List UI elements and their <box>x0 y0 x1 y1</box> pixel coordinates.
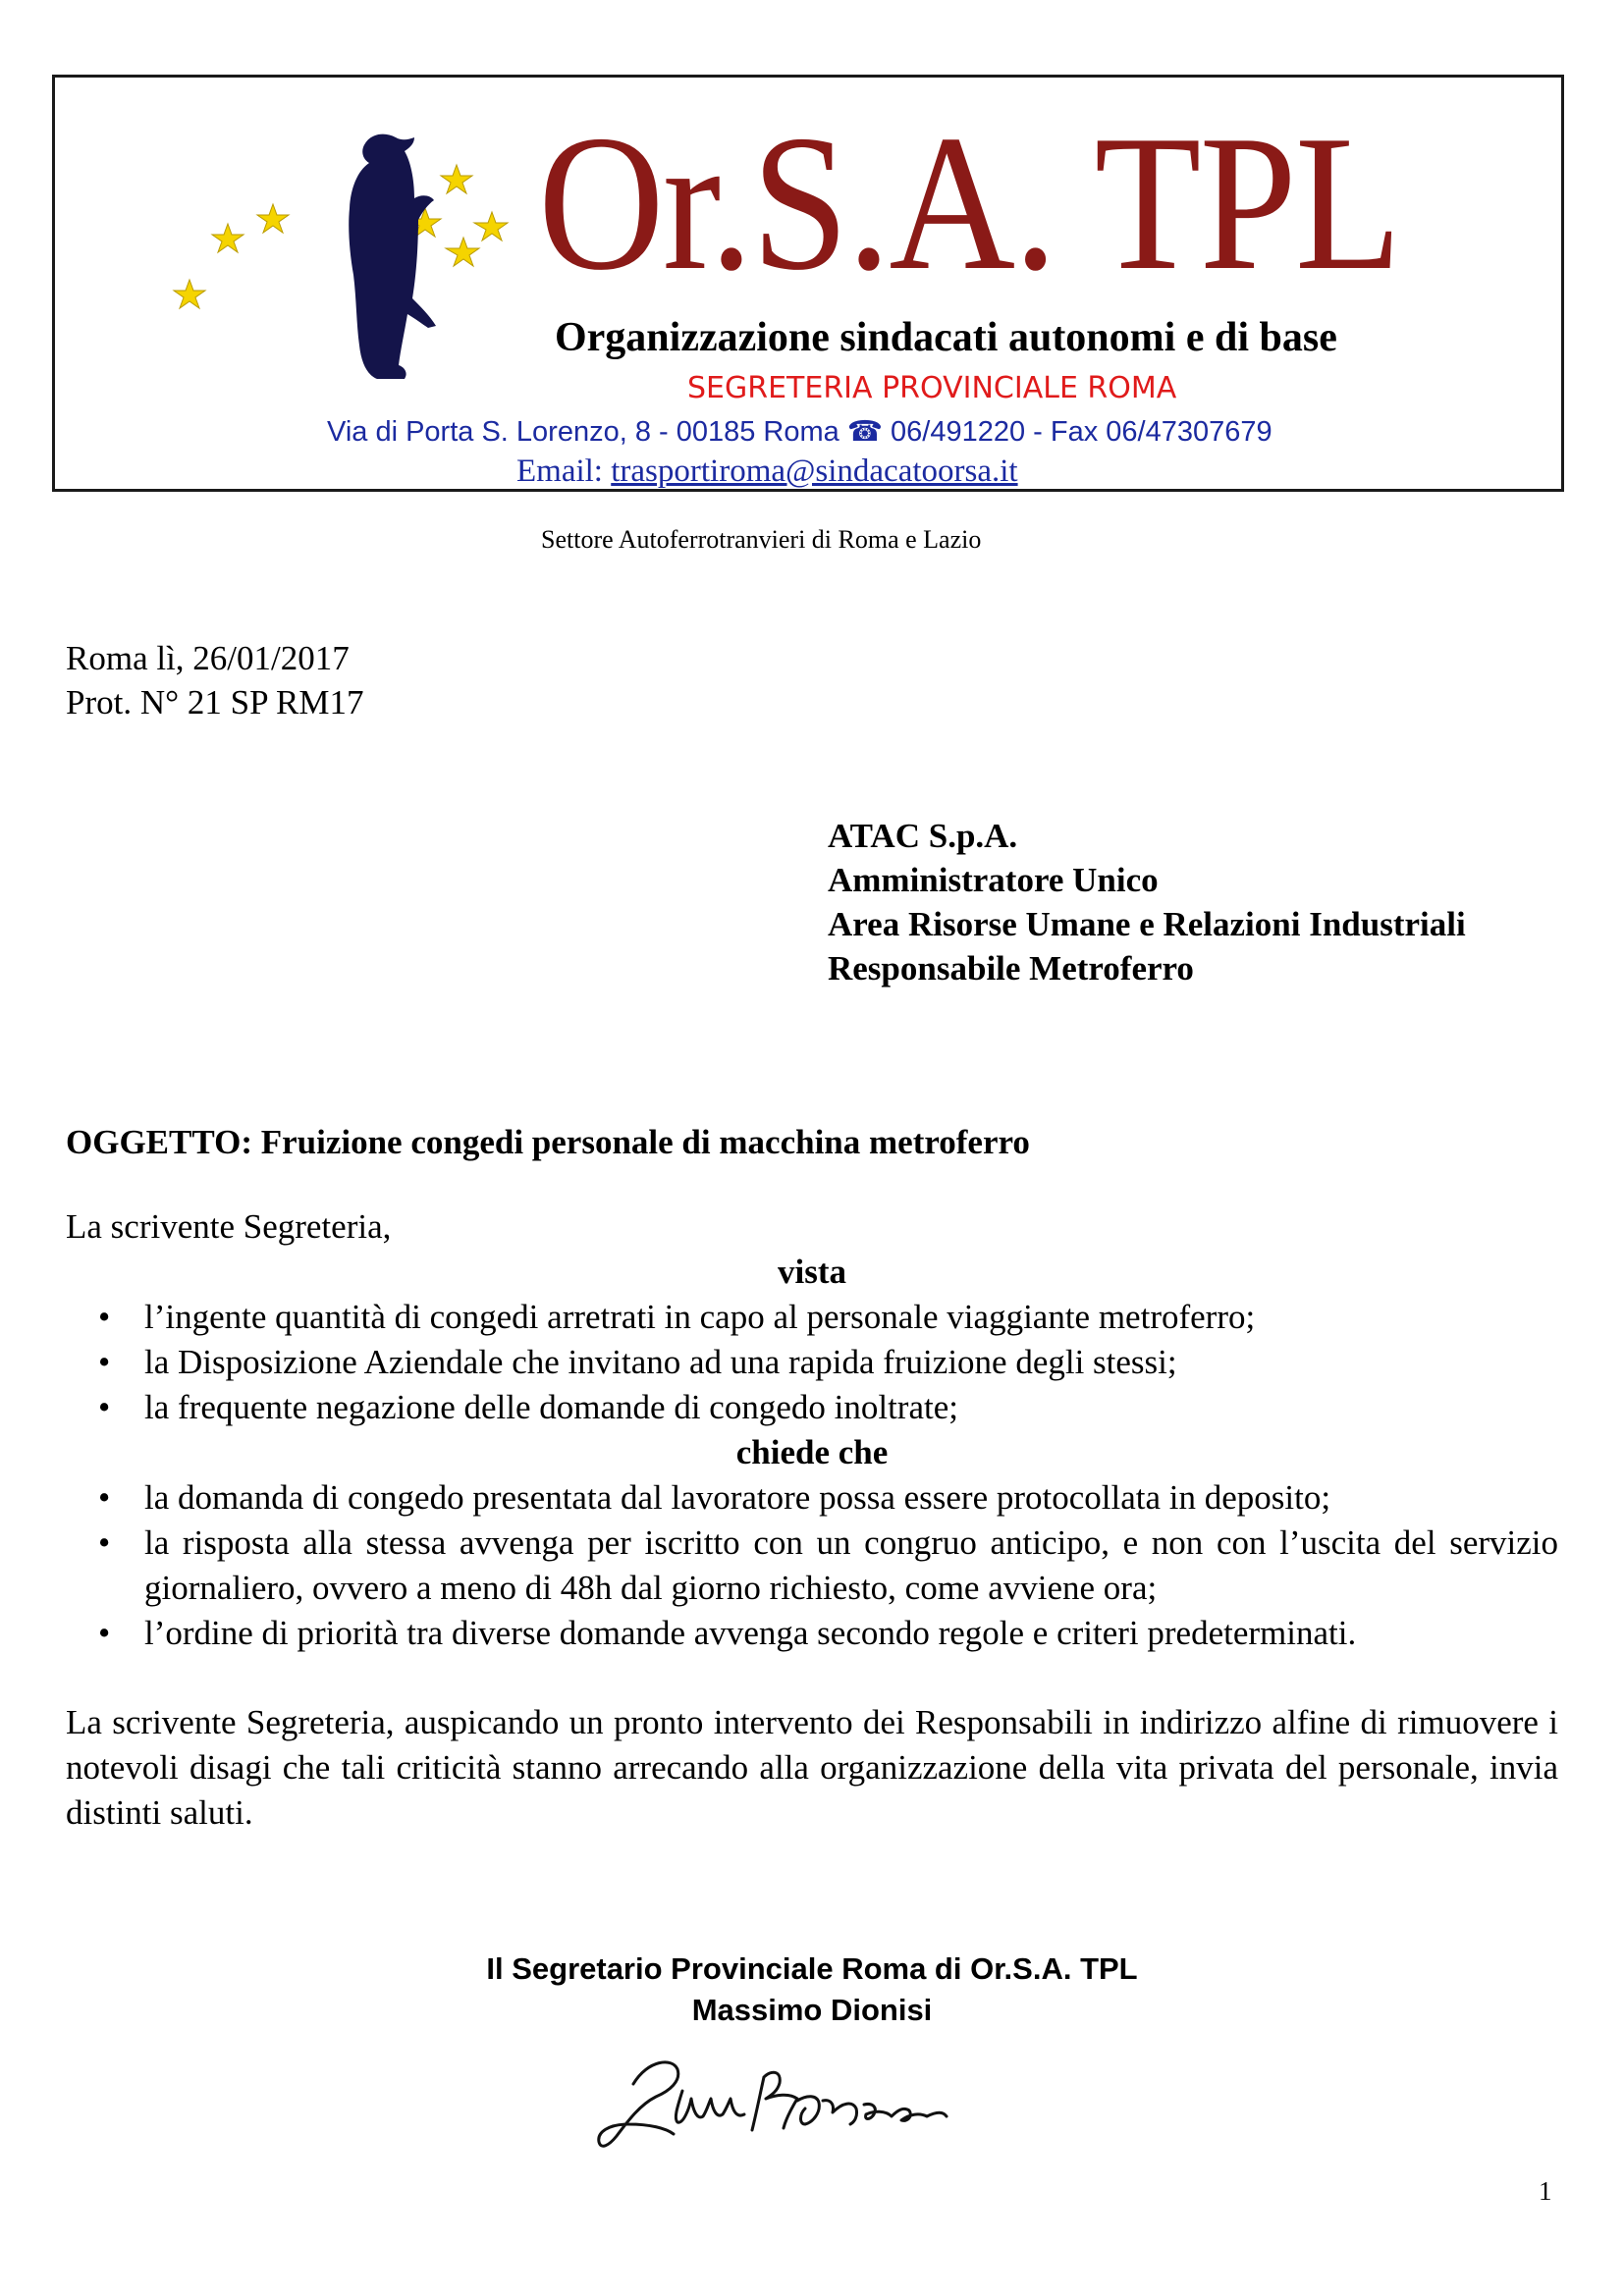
list-item: • l’ingente quantità di congedi arretrati in capo al personale viaggiante metroferro; <box>66 1295 1558 1340</box>
handwritten-signature <box>579 2030 1031 2167</box>
closing-paragraph: La scrivente Segreteria, auspicando un pronto intervento dei Responsabili in indirizzo alfine di rimuovere i notevoli disagi che tali criticità stanno arrecando alla organizzazione della vita privata del personale, invia distinti saluti. <box>66 1703 1558 1832</box>
recipient-block <box>828 814 1466 990</box>
vista-list <box>66 1295 1558 1430</box>
subject-line <box>66 1123 1030 1162</box>
star-icon <box>441 165 472 193</box>
bear-icon <box>349 134 436 379</box>
email-link[interactable]: trasportiroma@sindacatoorsa.it <box>611 454 1018 489</box>
recipient-line: Amministratore Unico <box>828 861 1159 899</box>
segreteria-provinciale: SEGRETERIA PROVINCIALE ROMA <box>687 371 1177 405</box>
orsa-logo-bear-stars <box>157 118 540 402</box>
sector-line: Settore Autoferrotranvieri di Roma e Lazio <box>541 525 982 554</box>
email-line <box>516 454 1018 490</box>
brand-logotype: Or.S.A. TPL <box>538 95 1400 310</box>
page-number: 1 <box>1539 2176 1552 2206</box>
letter-meta <box>66 636 363 724</box>
star-icon <box>174 280 205 308</box>
recipient-line: Responsabile Metroferro <box>828 949 1194 988</box>
date-line: Roma lì, 26/01/2017 <box>66 639 350 677</box>
recipient-line: Area Risorse Umane e Relazioni Industriali <box>828 905 1466 943</box>
recipient-line: ATAC S.p.A. <box>828 817 1018 855</box>
organization-name: Organizzazione sindacati autonomi e di base <box>555 315 1337 360</box>
star-icon <box>446 238 479 266</box>
star-icon <box>474 212 508 240</box>
subject-label: OGGETTO <box>66 1123 242 1161</box>
signatory-title: Il Segretario Provinciale Roma di Or.S.A. TPL <box>486 1951 1138 1986</box>
signature-block <box>0 1949 1624 2031</box>
email-label: Email: <box>516 454 612 489</box>
letter-body <box>66 1204 1558 1836</box>
star-icon <box>257 204 289 233</box>
list-item: • la domanda di congedo presentata dal lavoratore possa essere protocollata in deposito; <box>66 1475 1558 1521</box>
chiede-heading: chiede che <box>735 1433 889 1471</box>
subject-text: : Fruizione congedi personale di macchina metroferro <box>241 1123 1030 1161</box>
list-item: • la frequente negazione delle domande di congedo inoltrate; <box>66 1385 1558 1430</box>
star-icon <box>212 224 244 252</box>
vista-heading: vista <box>778 1253 846 1291</box>
intro-line: La scrivente Segreteria, <box>66 1207 392 1246</box>
signatory-name: Massimo Dionisi <box>691 1993 933 2027</box>
contact-address: Via di Porta S. Lorenzo, 8 - 00185 Roma ☎ 06/491220 - Fax 06/47307679 <box>327 416 1272 448</box>
list-item: • l’ordine di priorità tra diverse domande avvenga secondo regole e criteri predeterminati. <box>66 1611 1558 1656</box>
chiede-list <box>66 1475 1558 1656</box>
protocol-number: Prot. N° 21 SP RM17 <box>66 683 364 721</box>
list-item: • la risposta alla stessa avvenga per iscritto con un congruo anticipo, e non con l’uscita del servizio giornaliero, ovvero a meno di 48h dal giorno richiesto, come avviene ora; <box>66 1521 1558 1611</box>
list-item: • la Disposizione Aziendale che invitano ad una rapida fruizione degli stessi; <box>66 1340 1558 1385</box>
